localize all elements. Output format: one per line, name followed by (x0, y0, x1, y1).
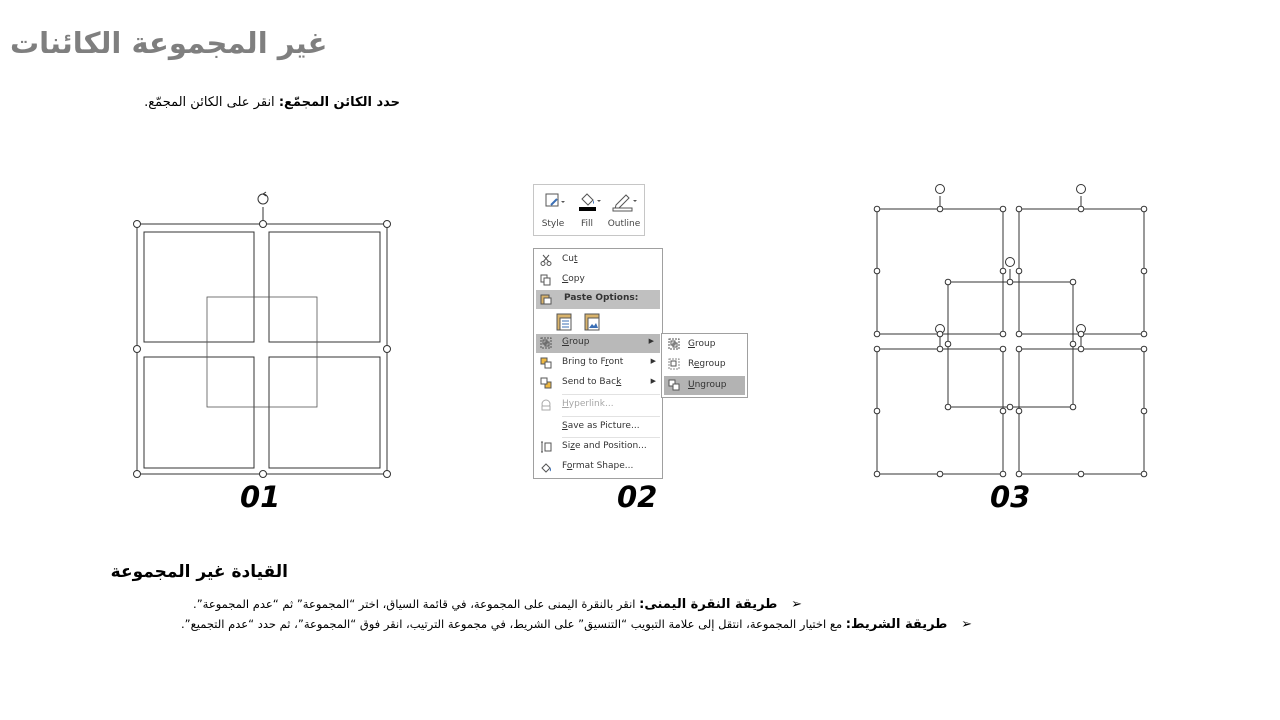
bullet-text: انقر بالنقرة اليمنى على المجموعة، في قائمة السياق، اختر “المجموعة” ثم “عدم المجموعة”. (193, 597, 636, 611)
regroup-icon (668, 358, 680, 370)
context-menu (533, 248, 663, 479)
menu-item-save-as-picture[interactable]: Save as Picture... (562, 421, 640, 431)
paste-picture-icon[interactable] (584, 312, 602, 332)
paste-options-row (534, 310, 662, 334)
menu-item-size-and-position[interactable]: Size and Position... (534, 438, 662, 457)
menu-item-bring-to-front[interactable]: Bring to Front ▶ (534, 354, 662, 373)
figure-grouped-object (128, 186, 398, 482)
size-position-icon (540, 441, 552, 453)
bring-to-front-icon (540, 357, 552, 369)
instruction-bold: حدد الكائن المجمّع: (278, 95, 400, 110)
menu-separator (562, 416, 660, 417)
menu-item-cut[interactable]: Cut (534, 251, 662, 270)
menu-item-hyperlink[interactable]: Hyperlink... (534, 396, 662, 415)
menu-separator (562, 394, 660, 395)
paste-icon (540, 293, 552, 305)
menu-item-group[interactable]: Group ▶ (536, 334, 660, 353)
bullet-text: مع اختيار المجموعة، انتقل إلى علامة التبويب “التنسيق” على الشريط، في مجموعة الترتيب، انقر فوق “المجموعة”، ثم حدد “عدم التجميع”. (180, 617, 843, 631)
fill-label: Fill (580, 219, 594, 229)
bullet-bold: طريقة النقرة اليمنى: (639, 597, 778, 612)
figure-ungrouped-objects (870, 182, 1152, 482)
bullet-arrow-icon: ➢ (791, 597, 802, 612)
submenu-arrow-icon: ▶ (648, 337, 654, 345)
submenu-item-regroup[interactable]: Regroup (664, 355, 745, 374)
mini-toolbar (533, 184, 645, 236)
submenu-item-ungroup[interactable]: Ungroup (664, 376, 745, 395)
group-icon (540, 337, 552, 349)
style-icon (543, 191, 565, 211)
paste-keep-formatting-icon[interactable] (556, 312, 574, 332)
figure-caption-02: 02 (617, 480, 658, 514)
page-title: غير المجموعة الكائنات (10, 26, 328, 60)
group-submenu (661, 333, 748, 398)
style-button[interactable] (537, 189, 569, 231)
bullet-bold: طريقة الشريط: (845, 617, 948, 632)
bullet-ribbon-method (112, 616, 972, 633)
style-label: Style (541, 219, 565, 229)
hyperlink-icon (540, 399, 552, 411)
copy-icon (540, 274, 552, 286)
figure-caption-03: 03 (990, 480, 1031, 514)
menu-item-copy[interactable]: Copy (534, 271, 662, 290)
menu-item-format-shape[interactable]: Format Shape... (534, 458, 662, 477)
outline-label: Outline (607, 219, 641, 229)
format-shape-icon (540, 461, 552, 473)
submenu-arrow-icon: ▶ (650, 377, 656, 385)
group-icon (668, 338, 680, 350)
bullet-arrow-icon: ➢ (961, 617, 972, 632)
send-to-back-icon (540, 377, 552, 389)
menu-item-send-to-back[interactable]: Send to Back ▶ (534, 374, 662, 393)
menu-paste-options-header: Paste Options: (536, 290, 660, 309)
fill-button[interactable] (571, 189, 603, 231)
fill-bucket-icon (577, 191, 601, 213)
instruction-text: انقر على الكائن المجمّع. (144, 95, 275, 110)
scissors-icon (540, 254, 552, 266)
submenu-item-group[interactable]: Group (664, 335, 745, 354)
outline-pen-icon (611, 191, 637, 213)
section-heading: القيادة غير المجموعة (110, 562, 288, 582)
bullet-right-click-method (112, 596, 802, 613)
outline-button[interactable] (605, 189, 643, 231)
ungroup-icon (668, 379, 680, 391)
instruction-line (114, 95, 400, 110)
submenu-arrow-icon: ▶ (650, 357, 656, 365)
figure-caption-01: 01 (240, 480, 281, 514)
